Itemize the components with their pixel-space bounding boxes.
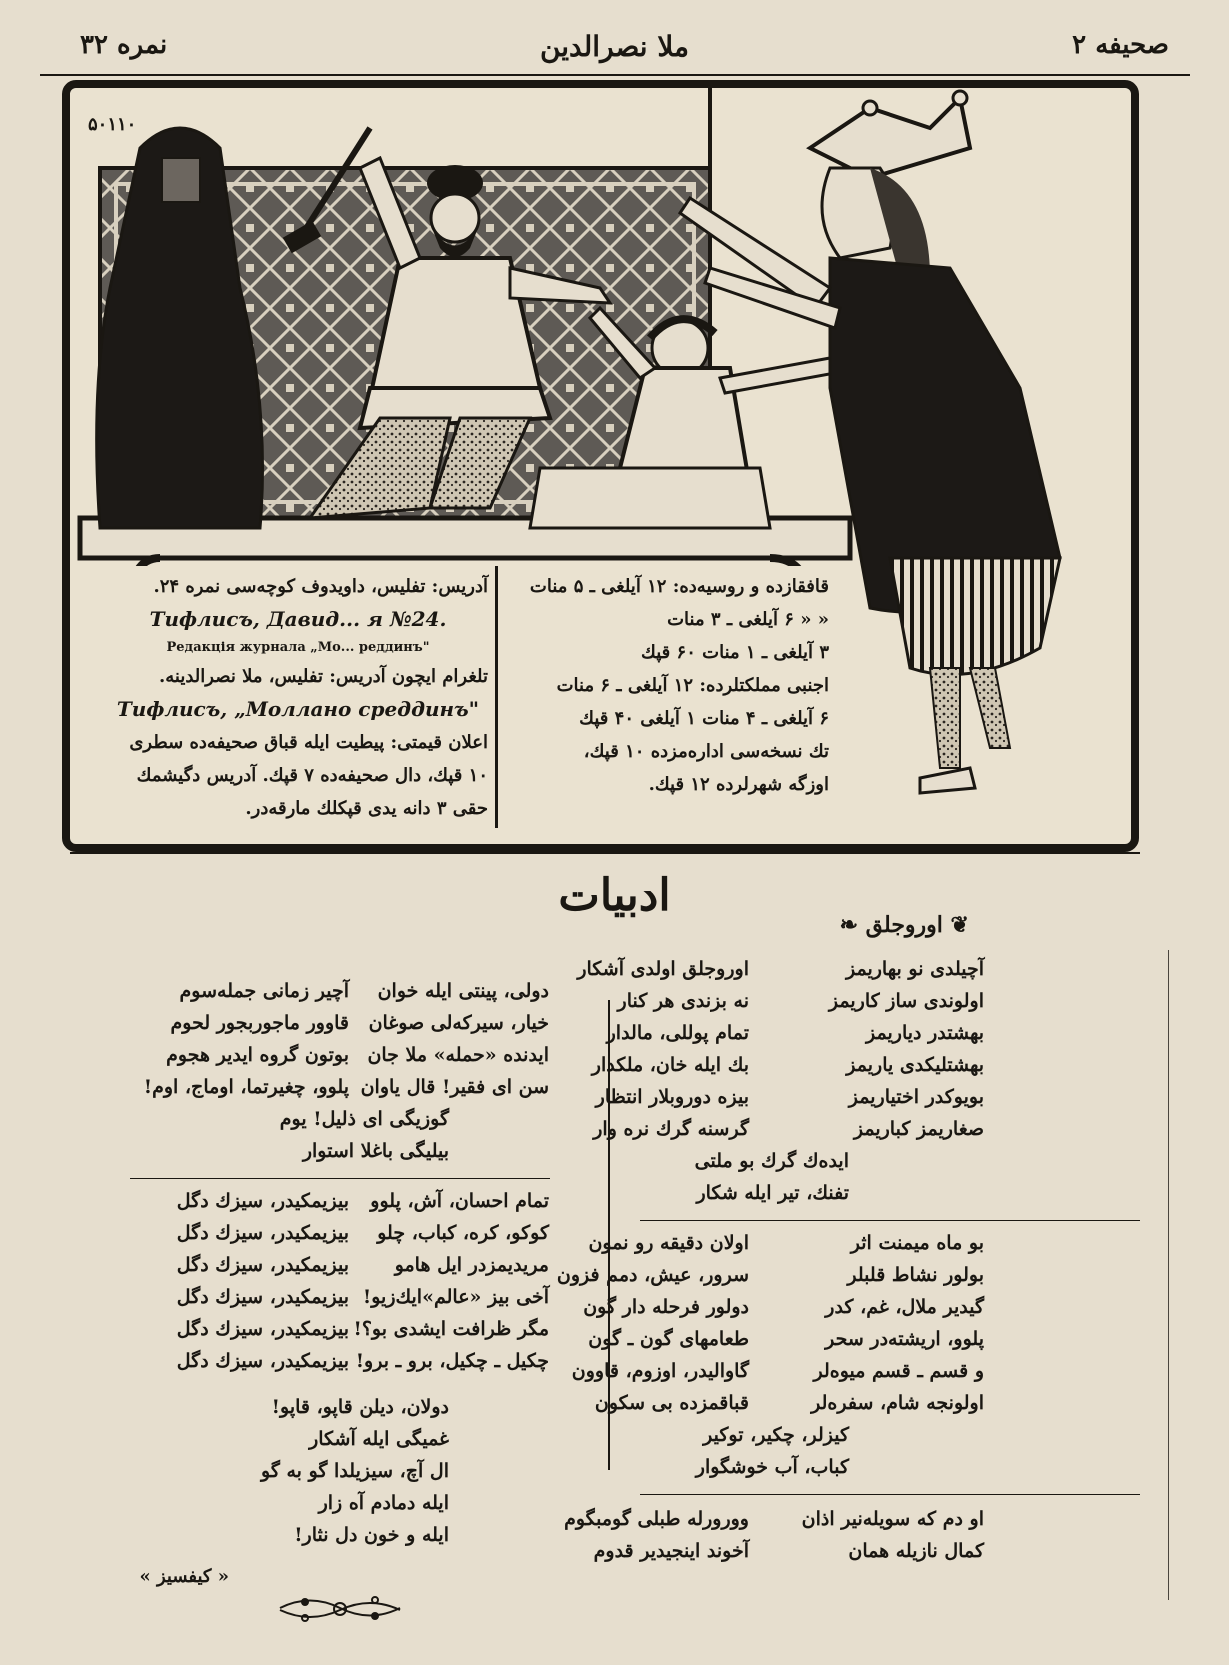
verse-b: اولان دقیقه رو نمون (588, 1232, 749, 1254)
masthead-title: ملا نصرالدین (539, 30, 690, 63)
verse-b: گرسنه گرك نره وار (593, 1118, 749, 1140)
section-title: ادبیات (558, 870, 671, 921)
floral-ornament-icon (270, 1588, 410, 1628)
subscription-line: اجنبی مملکتلرده: ۱۲ آیلغی ـ ۶ منات (556, 675, 829, 696)
verse-a: چکیل ـ چکیل، برو ـ برو! (355, 1350, 549, 1372)
verse-b: نه بزندی هر کنار (617, 990, 749, 1012)
cartoon-frame (62, 80, 1139, 852)
verse-a: آچیلدی نو بهاریمز (846, 958, 984, 980)
verse-a: دولی، پینتی ایله خوان (377, 980, 549, 1002)
verse-a: سن ای فقیر! قال یاوان (360, 1076, 549, 1098)
image-number: ۵۰۱۱۰ (88, 114, 137, 135)
section-rule (70, 852, 1140, 854)
verse-a: گیدیر ملال، غم، کدر (825, 1296, 984, 1318)
verse-b: بیزیمکیدر، سیزك دگل (176, 1318, 349, 1340)
author-signature: « کیفسیز » (139, 1566, 229, 1587)
verse-b: بك ایله خان، ملکدار (591, 1054, 749, 1076)
verse-a: کمال نازیله همان (848, 1540, 984, 1562)
verse-b: بیزیمکیدر، سیزك دگل (176, 1286, 349, 1308)
verse-b: قاوور ماجوربجور لحوم (170, 1012, 349, 1034)
verse-b: بوتون گروه ایدیر هجوم (166, 1044, 349, 1066)
verse-a: بهشتلیکدی یاریمز (846, 1054, 984, 1076)
right-margin-line (1168, 950, 1169, 1600)
subscription-line: اوزگه شهرلرده ۱۲ قپك. (648, 774, 829, 795)
verse-b: وورورله طبلی گومبگوم (564, 1508, 749, 1530)
verse-b: بیزیمکیدر، سیزك دگل (176, 1350, 349, 1372)
verse-a: اولوندی ساز کاریمز (828, 990, 984, 1012)
verse-a: اولونجه شام، سفره‌لر (811, 1392, 984, 1414)
refrain-line: تفنك، تیر ایله شکار (696, 1182, 849, 1204)
issue-number: نمره ۳۲ (80, 30, 168, 60)
header-rule (40, 74, 1190, 76)
verse-b: آخوند اینجیدیر قدوم (593, 1540, 749, 1562)
verse-a: آخی بیز «عالم»ایك‌زیو! (362, 1286, 549, 1308)
verse-a: بو ماه میمنت اثر (850, 1232, 984, 1254)
stanza-rule (640, 1494, 1140, 1495)
verse-b: آچیر زمانی جمله‌سوم (179, 980, 349, 1002)
verse-a: پلوو، اریشته‌در سحر (825, 1328, 984, 1350)
editorial-russian: Редакція журнала „Мо... реддинъ" (166, 640, 430, 655)
refrain-line: بیلیگی باغلا استوار (302, 1140, 449, 1162)
ad-price-line: حقی ۳ دانه یدی قپکلك مارقه‌در. (245, 798, 488, 819)
subscription-line: تك نسخه‌سی اداره‌مزده ۱۰ قپك، (583, 741, 829, 762)
verse-a: صغاریمز کباریمز (853, 1118, 984, 1140)
verse-a: و قسم ـ قسم میوه‌لر (813, 1360, 984, 1382)
address-box (100, 566, 492, 828)
verse-b: پلوو، چغیرتما، اوماج، اوم! (143, 1076, 349, 1098)
refrain-line: کباب، آب خوشگوار (695, 1456, 849, 1478)
ad-price-line: اعلان قیمتی: پیطیت ایله قباق صحیفه‌ده سطری (129, 732, 488, 753)
verse-a: مریدیمزدر ایل هامو (394, 1254, 549, 1276)
verse-a: کوکو، کره، کباب، چلو (377, 1222, 549, 1244)
verse-a: تمام احسان، آش، پلوو (370, 1190, 549, 1212)
verse-a: بولور نشاط قلبلر (847, 1264, 984, 1286)
verse-b: بیزه دوروبلار انتظار (595, 1086, 749, 1108)
refrain-line: کیزلر، چکیر، توکیر (703, 1424, 849, 1446)
closing-line: ایله دمادم آه زار (318, 1492, 449, 1514)
telegram-address: تلغرام ایچون آدریس: تفلیس، ملا نصرالدینه. (158, 666, 488, 687)
stanza-rule (640, 1220, 1140, 1221)
verse-b: اوروجلق اولدی آشکار (577, 958, 749, 980)
verse-b: بیزیمکیدر، سیزك دگل (176, 1254, 349, 1276)
closing-line: غمیگی ایله آشکار (309, 1428, 449, 1450)
stanza-rule (130, 1178, 550, 1179)
page-number: صحیفه ۲ (1072, 30, 1169, 60)
verse-b: بیزیمکیدر، سیزك دگل (176, 1222, 349, 1244)
verse-b: دولور فرحله دار گون (583, 1296, 749, 1318)
closing-line: ال آچ، سیزیلدا گو به گو (261, 1460, 449, 1482)
verse-a: بهشتدر دیاریمز (866, 1022, 984, 1044)
address-line: آدریس: تفلیس، داویدوف کوچه‌سی نمره ۲۴. (153, 576, 488, 597)
verse-b: گاوالیدر، اوزوم، قاوون (571, 1360, 749, 1382)
verse-b: تمام پوللی، مالدار (606, 1022, 749, 1044)
verse-b: سرور، عیش، دمم فزون (556, 1264, 749, 1286)
telegram-russian: Тифлисъ, „Моллано среддинъ" (116, 697, 480, 721)
subscription-line: ۶ آیلغی ـ ۴ منات ۱ آیلغی ۴۰ قپك (579, 708, 829, 729)
verse-a: خیار، سیرکه‌لی صوغان (368, 1012, 549, 1034)
verse-a: ایدنده «حمله» ملا جان (367, 1044, 549, 1066)
closing-line: ایله و خون دل نثار! (294, 1524, 449, 1546)
verse-a: او دم که سویله‌نیر اذان (801, 1508, 984, 1530)
verse-b: قباقمزده بی سکون (594, 1392, 749, 1414)
poem-heading: ❦ اوروجلق ❧ (839, 912, 969, 938)
refrain-line: ایده‌ك گرك بو ملتی (694, 1150, 849, 1172)
verse-a: بویوکدر اختیاریمز (848, 1086, 984, 1108)
verse-b: طعامهای گون ـ گون (588, 1328, 749, 1350)
verse-b: بیزیمکیدر، سیزك دگل (176, 1190, 349, 1212)
verse-a: مگر ظرافت ایشدی بو؟! (353, 1318, 549, 1340)
address-russian: Тифлисъ, Давид... я №24. (149, 607, 447, 631)
subscription-line: ۳ آیلغی ـ ۱ منات ۶۰ قپك (641, 642, 829, 663)
subscription-box (495, 566, 835, 828)
subscription-line: قافقازده و روسیه‌ده: ۱۲ آیلغی ـ ۵ منات (529, 576, 829, 597)
ad-price-line: ۱۰ قپك، دال صحیفه‌ده ۷ قپك. آدریس دگیشمك (136, 765, 488, 786)
subscription-line: « « ۶ آیلغی ـ ۳ منات (667, 609, 829, 630)
refrain-line: گوزیگی ای ذلیل! یوم (279, 1108, 449, 1130)
closing-line: دولان، دیلن قاپو، قاپو! (271, 1396, 449, 1418)
